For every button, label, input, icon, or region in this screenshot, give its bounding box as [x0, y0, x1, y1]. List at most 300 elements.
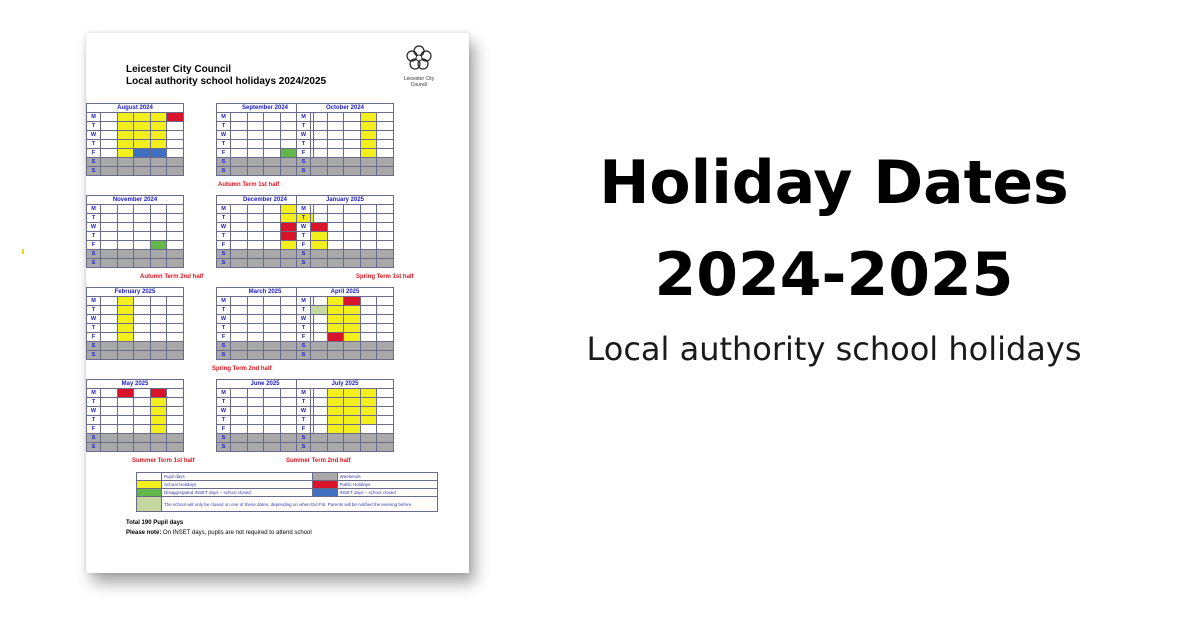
day-cell [101, 167, 118, 176]
day-cell [360, 443, 377, 452]
day-cell [280, 297, 297, 306]
day-cell [150, 297, 167, 306]
weekday-letter: F [297, 149, 311, 158]
council-logo [399, 45, 439, 88]
weekday-letter: T [87, 398, 101, 407]
month-name: June 2025 [217, 380, 314, 389]
day-cell [280, 416, 297, 425]
day-cell [117, 333, 134, 342]
day-cell [167, 223, 184, 232]
day-cell [377, 167, 394, 176]
day-cell [344, 214, 361, 223]
legend-eid-note: The school will only be closed on one of these dates, depending on when Eid Fitr. Parents will be notified the evening before. [162, 497, 438, 512]
weekday-letter: M [217, 205, 231, 214]
day-cell [101, 351, 118, 360]
day-cell [264, 250, 281, 259]
day-cell [150, 425, 167, 434]
day-cell [117, 131, 134, 140]
weekday-letter: T [217, 324, 231, 333]
weekday-letter: T [297, 140, 311, 149]
day-cell [134, 315, 151, 324]
day-cell [280, 149, 297, 158]
day-cell [327, 167, 344, 176]
month-table [86, 103, 184, 176]
month-table [86, 379, 184, 452]
day-cell [134, 232, 151, 241]
day-cell [344, 232, 361, 241]
day-cell [247, 342, 264, 351]
day-cell [360, 351, 377, 360]
weekday-letter: F [87, 149, 101, 158]
day-cell [134, 333, 151, 342]
day-cell [167, 324, 184, 333]
weekday-letter: M [217, 113, 231, 122]
day-cell [150, 131, 167, 140]
day-cell [117, 398, 134, 407]
day-cell [167, 351, 184, 360]
day-cell [231, 416, 248, 425]
day-cell [117, 149, 134, 158]
weekday-letter: S [297, 250, 311, 259]
day-cell [264, 167, 281, 176]
day-cell [231, 158, 248, 167]
weekday-letter: W [217, 223, 231, 232]
day-cell [231, 389, 248, 398]
day-cell [167, 131, 184, 140]
weekday-letter: S [87, 443, 101, 452]
day-cell [264, 241, 281, 250]
day-cell [150, 407, 167, 416]
day-cell [327, 122, 344, 131]
day-cell [360, 167, 377, 176]
day-cell [231, 205, 248, 214]
day-cell [311, 297, 328, 306]
day-cell [280, 131, 297, 140]
day-cell [167, 425, 184, 434]
day-cell [150, 389, 167, 398]
day-cell [311, 113, 328, 122]
weekday-letter: F [217, 425, 231, 434]
day-cell [167, 434, 184, 443]
day-cell [117, 214, 134, 223]
day-cell [264, 140, 281, 149]
document-title [126, 64, 326, 88]
legend [136, 472, 438, 512]
day-cell [327, 140, 344, 149]
day-cell [264, 416, 281, 425]
day-cell [344, 425, 361, 434]
weekday-letter: F [217, 149, 231, 158]
weekday-letter: T [217, 232, 231, 241]
day-cell [311, 259, 328, 268]
day-cell [280, 113, 297, 122]
day-cell [344, 324, 361, 333]
day-cell [280, 425, 297, 434]
weekday-letter: F [87, 333, 101, 342]
day-cell [311, 223, 328, 232]
month-table [296, 103, 394, 176]
day-cell [167, 315, 184, 324]
day-cell [311, 232, 328, 241]
legend-swatch-pupil [137, 473, 162, 481]
day-cell [101, 333, 118, 342]
day-cell [150, 306, 167, 315]
day-cell [311, 333, 328, 342]
day-cell [101, 131, 118, 140]
day-cell [327, 223, 344, 232]
month-table [86, 195, 184, 268]
month-table [86, 287, 184, 360]
weekday-letter: M [297, 113, 311, 122]
day-cell [231, 398, 248, 407]
day-cell [327, 306, 344, 315]
day-cell [134, 389, 151, 398]
day-cell [327, 297, 344, 306]
weekday-letter: S [87, 250, 101, 259]
day-cell [360, 232, 377, 241]
weekday-letter: M [297, 389, 311, 398]
day-cell [377, 149, 394, 158]
day-cell [360, 259, 377, 268]
day-cell [377, 425, 394, 434]
day-cell [377, 205, 394, 214]
day-cell [327, 398, 344, 407]
day-cell [150, 443, 167, 452]
term-label-spring-2: Spring Term 2nd half [212, 366, 272, 372]
weekday-letter: M [217, 297, 231, 306]
day-cell [327, 205, 344, 214]
day-cell [117, 167, 134, 176]
weekday-letter: T [217, 122, 231, 131]
day-cell [264, 443, 281, 452]
day-cell [311, 434, 328, 443]
day-cell [101, 297, 118, 306]
day-cell [311, 351, 328, 360]
day-cell [167, 122, 184, 131]
day-cell [360, 342, 377, 351]
day-cell [101, 443, 118, 452]
day-cell [311, 205, 328, 214]
month-name: March 2025 [217, 288, 314, 297]
day-cell [311, 122, 328, 131]
day-cell [231, 149, 248, 158]
day-cell [167, 214, 184, 223]
day-cell [101, 140, 118, 149]
day-cell [150, 315, 167, 324]
day-cell [360, 214, 377, 223]
day-cell [377, 259, 394, 268]
day-cell [167, 398, 184, 407]
day-cell [150, 351, 167, 360]
month-name: July 2025 [297, 380, 394, 389]
day-cell [150, 250, 167, 259]
day-cell [134, 434, 151, 443]
weekday-letter: T [217, 140, 231, 149]
day-cell [134, 250, 151, 259]
weekday-letter: M [217, 389, 231, 398]
day-cell [150, 333, 167, 342]
month-name: November 2024 [87, 196, 184, 205]
day-cell [327, 232, 344, 241]
day-cell [327, 389, 344, 398]
day-cell [327, 131, 344, 140]
headline-title: Holiday Dates [599, 148, 1069, 218]
month-table [296, 195, 394, 268]
day-cell [311, 443, 328, 452]
weekday-letter: T [297, 232, 311, 241]
weekday-letter: S [297, 259, 311, 268]
day-cell [134, 342, 151, 351]
day-cell [117, 250, 134, 259]
day-cell [280, 259, 297, 268]
rose-icon [406, 45, 432, 71]
day-cell [360, 425, 377, 434]
day-cell [377, 214, 394, 223]
day-cell [247, 306, 264, 315]
day-cell [247, 443, 264, 452]
day-cell [327, 259, 344, 268]
day-cell [134, 214, 151, 223]
day-cell [311, 131, 328, 140]
day-cell [280, 250, 297, 259]
day-cell [311, 425, 328, 434]
day-cell [264, 351, 281, 360]
month-name: October 2024 [297, 104, 394, 113]
day-cell [344, 351, 361, 360]
day-cell [311, 167, 328, 176]
calendar-title: Local authority school holidays 2024/2025 [126, 76, 327, 87]
day-cell [344, 241, 361, 250]
day-cell [311, 315, 328, 324]
weekday-letter: S [297, 158, 311, 167]
day-cell [231, 131, 248, 140]
legend-swatch-public [312, 481, 337, 489]
day-cell [247, 398, 264, 407]
day-cell [167, 443, 184, 452]
decorative-mark [22, 249, 24, 254]
day-cell [134, 140, 151, 149]
day-cell [264, 306, 281, 315]
day-cell [134, 425, 151, 434]
weekday-letter: S [87, 434, 101, 443]
month-name: August 2024 [87, 104, 184, 113]
weekday-letter: F [297, 425, 311, 434]
day-cell [360, 140, 377, 149]
day-cell [377, 324, 394, 333]
day-cell [311, 158, 328, 167]
day-cell [377, 158, 394, 167]
day-cell [360, 158, 377, 167]
day-cell [101, 232, 118, 241]
day-cell [311, 407, 328, 416]
day-cell [327, 214, 344, 223]
day-cell [360, 250, 377, 259]
weekday-letter: S [297, 351, 311, 360]
day-cell [264, 434, 281, 443]
day-cell [247, 241, 264, 250]
weekday-letter: S [87, 259, 101, 268]
day-cell [280, 389, 297, 398]
day-cell [377, 250, 394, 259]
day-cell [150, 416, 167, 425]
day-cell [327, 333, 344, 342]
legend-school-holidays: School Holidays [162, 481, 313, 489]
day-cell [327, 158, 344, 167]
weekday-letter: S [217, 443, 231, 452]
day-cell [377, 443, 394, 452]
day-cell [134, 443, 151, 452]
day-cell [101, 342, 118, 351]
weekday-letter: S [217, 167, 231, 176]
day-cell [344, 333, 361, 342]
day-cell [377, 389, 394, 398]
day-cell [231, 250, 248, 259]
day-cell [247, 223, 264, 232]
day-cell [264, 333, 281, 342]
day-cell [231, 167, 248, 176]
weekday-letter: S [217, 259, 231, 268]
weekday-letter: M [87, 113, 101, 122]
day-cell [344, 205, 361, 214]
day-cell [117, 306, 134, 315]
day-cell [280, 140, 297, 149]
day-cell [117, 297, 134, 306]
headline-subtitle: Local authority school holidays [586, 330, 1082, 368]
day-cell [377, 398, 394, 407]
day-cell [360, 131, 377, 140]
day-cell [264, 158, 281, 167]
day-cell [150, 149, 167, 158]
day-cell [377, 306, 394, 315]
weekday-letter: M [297, 205, 311, 214]
day-cell [117, 389, 134, 398]
weekday-letter: F [297, 333, 311, 342]
day-cell [344, 113, 361, 122]
day-cell [134, 113, 151, 122]
month-name: May 2025 [87, 380, 184, 389]
day-cell [247, 434, 264, 443]
day-cell [280, 434, 297, 443]
weekday-letter: T [217, 416, 231, 425]
day-cell [167, 306, 184, 315]
day-cell [327, 315, 344, 324]
day-cell [231, 241, 248, 250]
day-cell [247, 232, 264, 241]
day-cell [231, 232, 248, 241]
day-cell [344, 250, 361, 259]
weekday-letter: T [297, 324, 311, 333]
day-cell [360, 333, 377, 342]
weekday-letter: T [297, 122, 311, 131]
weekday-letter: T [297, 398, 311, 407]
day-cell [264, 259, 281, 268]
day-cell [264, 425, 281, 434]
day-cell [101, 306, 118, 315]
day-cell [327, 113, 344, 122]
legend-swatch-holiday [137, 481, 162, 489]
day-cell [344, 416, 361, 425]
day-cell [231, 214, 248, 223]
day-cell [167, 407, 184, 416]
day-cell [280, 214, 297, 223]
day-cell [377, 333, 394, 342]
day-cell [311, 342, 328, 351]
day-cell [167, 158, 184, 167]
day-cell [134, 407, 151, 416]
day-cell [377, 416, 394, 425]
day-cell [117, 443, 134, 452]
day-cell [101, 315, 118, 324]
day-cell [101, 250, 118, 259]
day-cell [327, 149, 344, 158]
day-cell [101, 113, 118, 122]
day-cell [264, 398, 281, 407]
day-cell [231, 333, 248, 342]
day-cell [101, 324, 118, 333]
day-cell [101, 158, 118, 167]
weekday-letter: S [87, 342, 101, 351]
day-cell [264, 122, 281, 131]
weekday-letter: T [87, 306, 101, 315]
day-cell [311, 416, 328, 425]
day-cell [360, 205, 377, 214]
day-cell [264, 131, 281, 140]
day-cell [247, 122, 264, 131]
day-cell [360, 113, 377, 122]
day-cell [101, 407, 118, 416]
day-cell [360, 297, 377, 306]
day-cell [327, 434, 344, 443]
day-cell [311, 140, 328, 149]
day-cell [377, 297, 394, 306]
day-cell [134, 205, 151, 214]
weekday-letter: M [87, 297, 101, 306]
day-cell [360, 434, 377, 443]
day-cell [101, 425, 118, 434]
day-cell [311, 306, 328, 315]
weekday-letter: T [217, 398, 231, 407]
day-cell [344, 443, 361, 452]
day-cell [134, 351, 151, 360]
day-cell [344, 149, 361, 158]
term-label-autumn-1: Autumn Term 1st half [218, 182, 280, 188]
day-cell [134, 122, 151, 131]
day-cell [117, 259, 134, 268]
weekday-letter: T [87, 232, 101, 241]
day-cell [360, 149, 377, 158]
day-cell [344, 434, 361, 443]
day-cell [327, 351, 344, 360]
day-cell [101, 122, 118, 131]
day-cell [167, 113, 184, 122]
month-name: February 2025 [87, 288, 184, 297]
day-cell [280, 398, 297, 407]
weekday-letter: W [87, 131, 101, 140]
legend-public-holidays: Public Holidays [337, 481, 437, 489]
weekday-letter: T [217, 214, 231, 223]
day-cell [327, 324, 344, 333]
day-cell [344, 223, 361, 232]
day-cell [117, 205, 134, 214]
total-pupil-days: Total 190 Pupil days [126, 520, 184, 526]
day-cell [377, 232, 394, 241]
weekday-letter: M [87, 205, 101, 214]
day-cell [101, 434, 118, 443]
day-cell [280, 122, 297, 131]
day-cell [344, 122, 361, 131]
day-cell [231, 315, 248, 324]
day-cell [101, 259, 118, 268]
